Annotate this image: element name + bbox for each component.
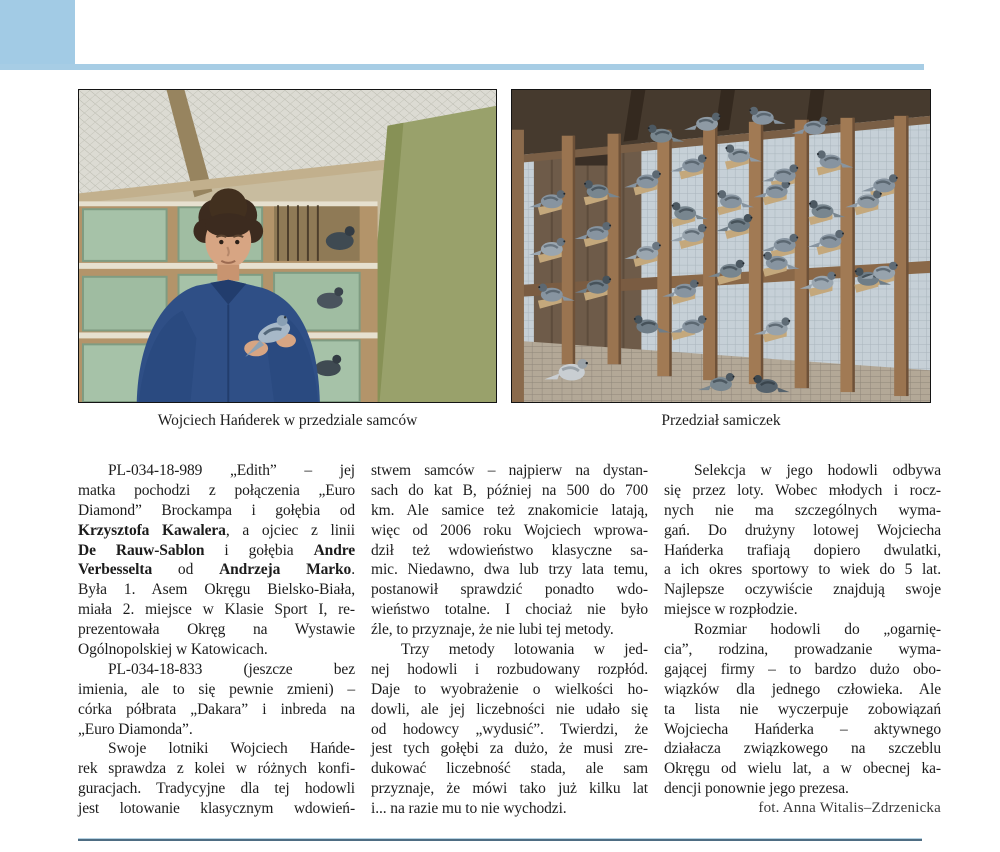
text-line: Krzysztofa Kawalera, a ojciec z linii — [78, 521, 355, 539]
text-line: i... na razie mu to nie wychodzi. — [371, 800, 567, 818]
photo-credit: fot. Anna Witalis–Zdrzenicka — [758, 800, 941, 817]
text-line: „Euro Diamonda”. — [78, 720, 193, 738]
text-line: PL-034-18-833 (jeszcze bez — [108, 660, 355, 678]
header-accent-band — [0, 64, 924, 70]
text-column-1 — [78, 461, 355, 819]
text-column-2 — [371, 461, 648, 819]
photo-illustration-men-loft — [79, 90, 496, 402]
text-line: przyznaje, że mówi tako już kilku lat — [371, 780, 648, 798]
text-column-3 — [664, 461, 941, 819]
text-line: Selekcja w jego hodowli odbywa — [694, 462, 941, 479]
text-line: Trzy metody lotowania w jed- — [401, 641, 648, 659]
text-line: nej hodowli i rozbudowany rozpłód. — [371, 660, 648, 678]
text-line: źle, to przyznaje, że nie lubi tej metody. — [371, 621, 614, 639]
text-line: imienia, ale to się pewnie zmieni) – — [78, 680, 355, 698]
text-line: Diamond” Brockampa i gołębia od — [78, 501, 355, 519]
photo-wojciech-handerek-loft — [78, 89, 497, 403]
text-line: Była 1. Asem Okręgu Bielsko-Biała, — [78, 581, 355, 599]
text-line: gań. Do drużyny lotowej Wojciecha — [664, 521, 941, 539]
photo-illustration-pigeon-aviary — [512, 90, 930, 402]
text-line: od hodowcy „wydusić”. Twierdzi, że — [371, 720, 648, 738]
text-line: De Rauw-Sablon i gołębia Andre — [78, 541, 355, 559]
text-line: wieństwo totalne. I chociaż nie było — [371, 601, 648, 619]
text-line: działacza związkowego na szczeblu — [664, 740, 941, 758]
text-line: Daje to wyobrażenie o wielkości ho- — [371, 680, 648, 698]
text-line: mic. Niedawno, dwa lub trzy lata temu, — [371, 561, 648, 579]
text-line: dowli, ale jej liczebności nie udało się — [371, 700, 648, 718]
text-line: gającej firmy – to bardzo dużo obo- — [664, 660, 941, 678]
photo2-caption: Przedział samiczek — [661, 412, 781, 429]
text-line: miejsce w rozpłodzie. — [664, 601, 798, 619]
text-line: wiązków dla jednego człowieka. Ale — [664, 680, 941, 698]
text-line: sach do kat B, później na 500 do 700 — [371, 481, 648, 499]
footer-rule — [78, 838, 922, 841]
text-line: ta lista nie wyczerpuje zobowiązań — [664, 700, 941, 718]
text-line: postanowił sprawdzić ponadto wdo- — [371, 581, 648, 599]
text-line: km. Ale samice też znakomicie latają, — [371, 501, 648, 519]
text-line: Ogólnopolskiej w Katowicach. — [78, 641, 268, 659]
text-line: Hańderka trafiają dopiero dwulatki, — [664, 541, 941, 559]
photo1-caption: Wojciech Hańderek w przedziale samców — [157, 412, 418, 429]
text-line: dził też wdowieństwo klasyczne sa- — [371, 541, 648, 559]
article-body — [78, 461, 941, 819]
text-line: Najlepsze oczywiście znajdują swoje — [664, 581, 941, 599]
text-line: dukować liczebność stada, ale sam — [371, 760, 648, 778]
text-line: jest tych gołębi za dużo, że musi zre- — [371, 740, 648, 758]
text-line: PL-034-18-989 „Edith” – jej — [108, 462, 355, 479]
text-line: stwem samców – najpierw na dystan- — [371, 462, 648, 479]
text-line: jest lotowanie klasycznym wdowień- — [78, 800, 355, 818]
text-line: Swoje lotniki Wojciech Hańde- — [108, 740, 355, 758]
text-line: matka pochodzi z połączenia „Euro — [78, 481, 355, 499]
text-line: Okręgu od wielu lat, a w obecnej ka- — [664, 760, 941, 778]
text-line: cia”, rodzina, prowadzanie wyma- — [664, 641, 941, 659]
text-line: więc od 2006 roku Wojciech wprowa- — [371, 521, 648, 539]
text-line: dencji ponownie jego prezesa. — [664, 780, 849, 798]
text-line: Wojciecha Hańderka – aktywnego — [664, 720, 941, 738]
text-line: rek sprawdza z kolei w różnych konfi- — [78, 760, 355, 778]
text-line: Verbesselta od Andrzeja Marko. — [78, 561, 355, 579]
text-line: guracjach. Tradycyjne dla tej hodowli — [78, 780, 355, 798]
photo-female-pigeon-section — [511, 89, 931, 403]
text-line: córka półbrata „Dakara” i inbreda na — [78, 700, 355, 718]
text-line: prezentowała Okręg na Wystawie — [78, 621, 355, 639]
corner-accent-square — [0, 0, 75, 64]
text-line: a ich okres sportowy to wiek do 5 lat. — [664, 561, 941, 579]
text-line: Rozmiar hodowli do „ogarnię- — [694, 621, 941, 639]
text-line: miała 2. miejsce w Klasie Sport I, re- — [78, 601, 355, 619]
text-line: się przez loty. Wobec młodych i rocz- — [664, 481, 941, 499]
text-line: nych nie ma szczególnych wyma- — [664, 501, 941, 519]
